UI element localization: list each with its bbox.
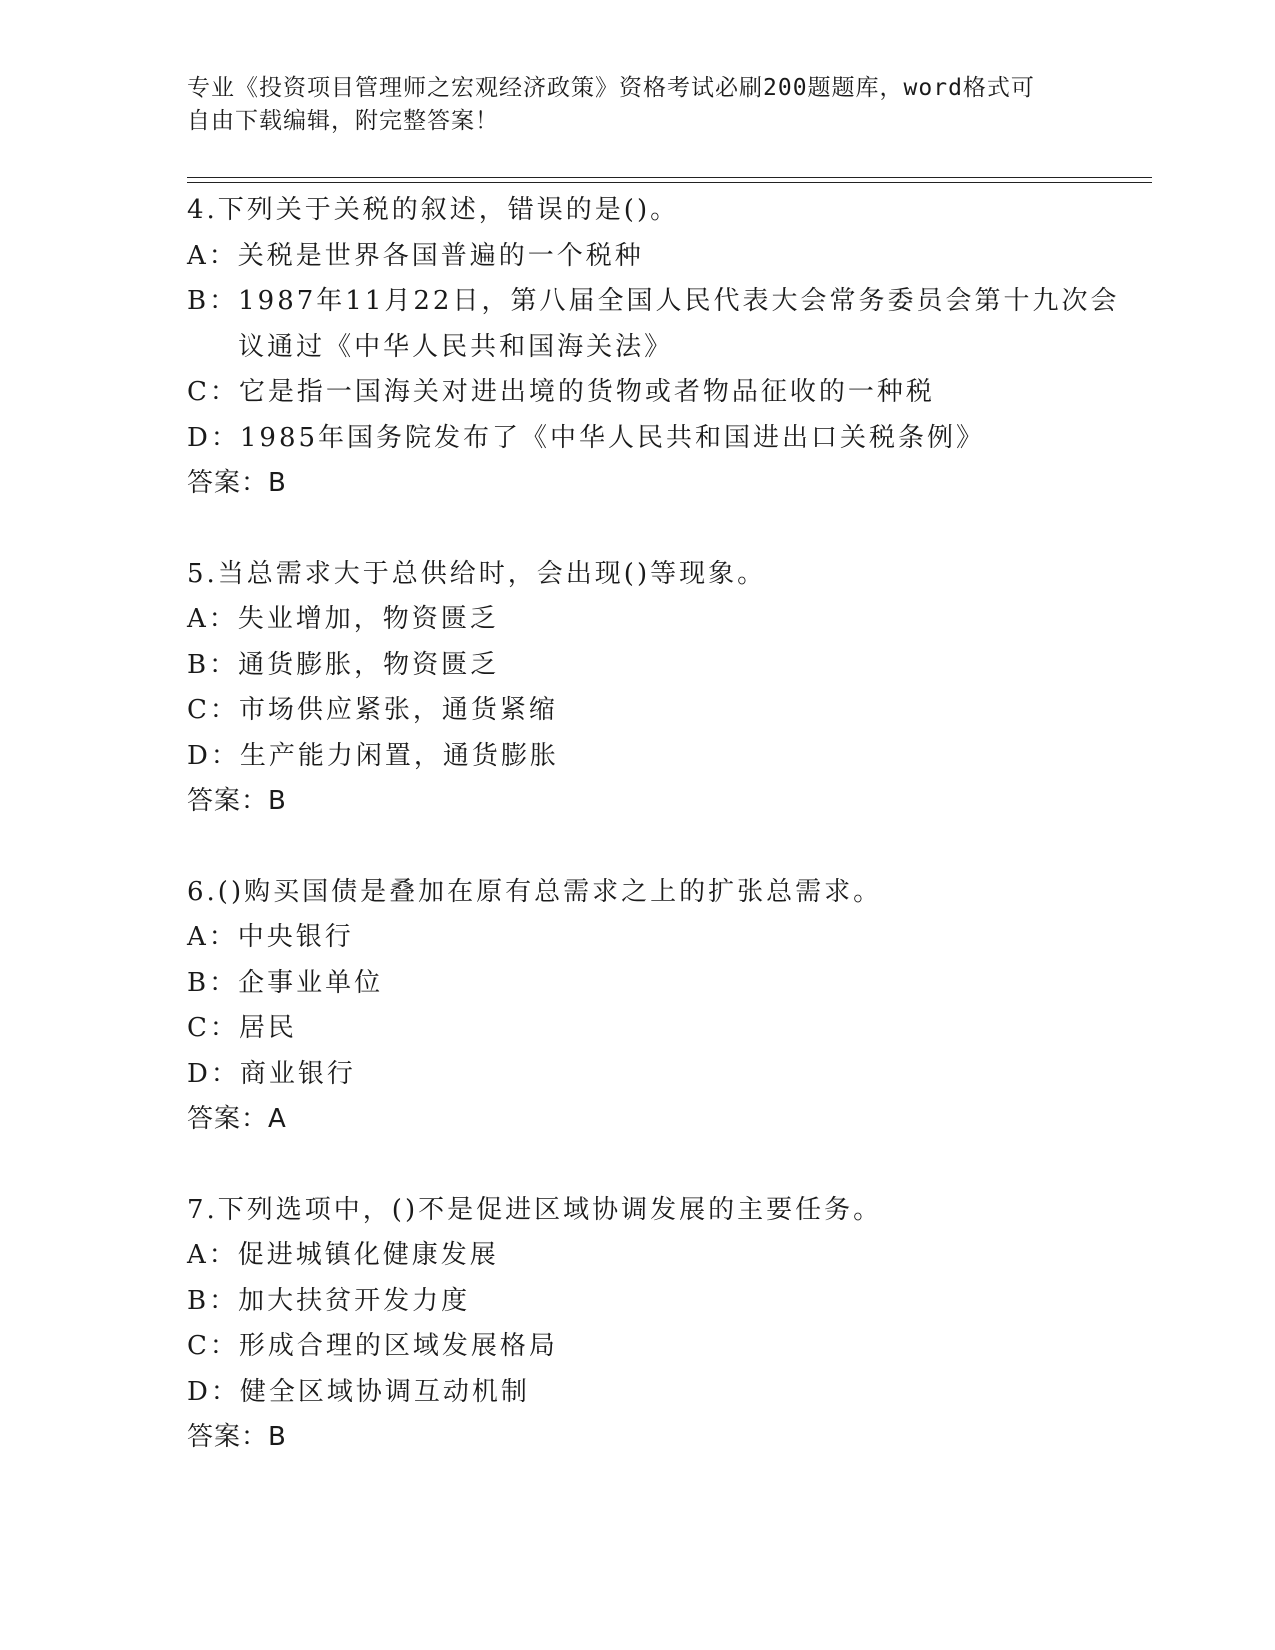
document-header	[187, 72, 1087, 138]
option-text: 商业银行	[239, 1058, 356, 1089]
question-block	[187, 1188, 1137, 1461]
option-letter: A：	[187, 1240, 238, 1270]
question-stem: 6.()购买国债是叠加在原有总需求之上的扩张总需求。	[187, 876, 883, 907]
answer-line: 答案：B	[187, 1422, 287, 1452]
option-a	[187, 597, 1137, 643]
option-text: 形成合理的区域发展格局	[238, 1331, 558, 1361]
option-b	[187, 643, 1137, 689]
question-block	[187, 870, 1137, 1143]
option-text: 促进城镇化健康发展	[237, 1240, 499, 1270]
header-line-2: 自由下载编辑，附完整答案！	[187, 108, 499, 134]
option-d	[187, 1052, 1137, 1098]
option-text: 加大扶贫开发力度	[238, 1285, 471, 1316]
option-a	[187, 1233, 1137, 1279]
answer-line: 答案：A	[187, 1104, 287, 1134]
option-b	[187, 1279, 1137, 1325]
header-divider-top	[187, 177, 1152, 178]
option-text: 它是指一国海关对进出境的货物或者物品征收的一种税	[238, 377, 935, 407]
question-list	[187, 188, 1137, 1506]
option-text: 市场供应紧张，通货紧缩	[238, 695, 558, 725]
question-stem: 5.当总需求大于总供给时，会出现()等现象。	[187, 558, 767, 589]
question-block	[187, 188, 1137, 507]
option-text: 1985年国务院发布了《中华人民共和国进出口关税条例》	[239, 422, 986, 453]
option-text: 通货膨胀，物资匮乏	[238, 649, 500, 680]
option-text: 1987年11月22日，第八届全国人民代表大会常务委员会第十九次会议通过《中华人民共和国海关法》	[238, 286, 1120, 362]
option-letter: B：	[187, 1285, 239, 1316]
option-letter: A：	[187, 240, 238, 271]
option-d	[187, 734, 1137, 780]
option-letter: B：	[187, 286, 239, 316]
option-letter: D：	[187, 1376, 240, 1407]
option-letter: C：	[187, 1331, 239, 1361]
answer-line: 答案：B	[187, 786, 287, 816]
option-text: 失业增加，物资匮乏	[237, 604, 499, 634]
option-letter: C：	[187, 1013, 239, 1043]
option-letter: A：	[187, 604, 238, 634]
header-line-1: 专业《投资项目管理师之宏观经济政策》资格考试必刷200题题库，word格式可	[187, 75, 1035, 101]
option-c	[187, 688, 1137, 734]
option-c	[187, 1324, 1137, 1370]
option-c	[187, 370, 1137, 416]
header-divider-bottom	[187, 182, 1152, 183]
option-d	[187, 416, 1137, 462]
option-text: 中央银行	[237, 922, 354, 952]
option-text: 健全区域协调互动机制	[239, 1376, 530, 1407]
option-letter: B：	[187, 649, 239, 680]
question-block	[187, 552, 1137, 825]
option-text: 关税是世界各国普遍的一个税种	[237, 240, 644, 271]
option-letter: D：	[187, 422, 240, 453]
option-b	[187, 279, 1137, 370]
option-d	[187, 1370, 1137, 1416]
option-letter: B：	[187, 967, 239, 998]
option-letter: D：	[187, 1058, 240, 1089]
question-stem: 7.下列选项中，()不是促进区域协调发展的主要任务。	[187, 1194, 883, 1225]
option-letter: D：	[187, 740, 240, 771]
option-a	[187, 234, 1137, 280]
option-letter: C：	[187, 695, 239, 725]
option-letter: C：	[187, 377, 239, 407]
option-c	[187, 1006, 1137, 1052]
answer-line: 答案：B	[187, 468, 287, 498]
option-text: 居民	[238, 1013, 297, 1043]
question-stem: 4.下列关于关税的叙述，错误的是()。	[187, 195, 680, 225]
option-letter: A：	[187, 922, 238, 952]
option-a	[187, 915, 1137, 961]
option-text: 生产能力闲置，通货膨胀	[239, 740, 559, 771]
option-b	[187, 961, 1137, 1007]
option-text: 企事业单位	[238, 967, 384, 998]
